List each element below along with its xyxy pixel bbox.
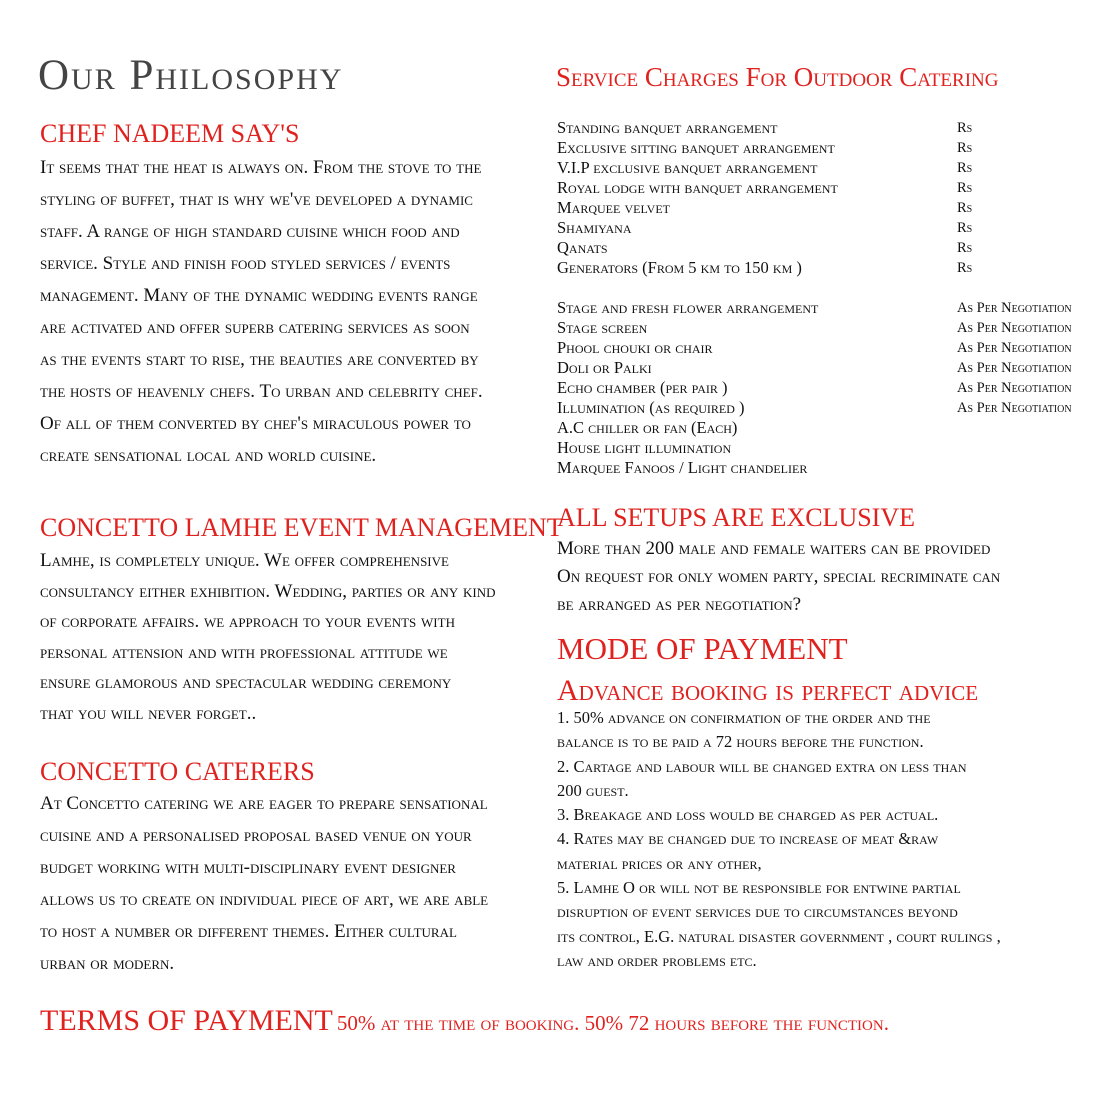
service-value: As Per Negotiation [957, 360, 1072, 376]
terms-label: TERMS OF PAYMENT [40, 1004, 333, 1037]
text-line: It seems that the heat is always on. From the stove to the [40, 157, 482, 178]
service-row [557, 398, 1072, 418]
text-line: the hosts of heavenly chefs. To urban and celebrity chef. [40, 381, 483, 402]
setups-heading: ALL SETUPS ARE EXCLUSIVE [557, 503, 915, 532]
text-line: On request for only women party, special recriminate can [557, 566, 1001, 587]
service-list-primary [557, 118, 972, 278]
service-row [557, 378, 1072, 398]
text-line: balance is to be paid a 72 hours before the function. [557, 732, 924, 752]
text-line: At Concetto catering we are eager to prepare sensational [40, 793, 488, 814]
philosophy-title: Our Philosophy [38, 52, 344, 99]
service-label: Standing banquet arrangement [557, 118, 778, 137]
text-line: 3. Breakage and loss would be charged as per actual. [557, 805, 939, 825]
service-value: As Per Negotiation [957, 380, 1072, 396]
service-row [557, 458, 1072, 478]
text-line: styling of buffet, that is why we've developed a dynamic [40, 189, 473, 210]
service-label: Phool chouki or chair [557, 338, 713, 357]
service-value: Rs [957, 260, 973, 276]
chef-paragraph [40, 152, 560, 472]
text-line: 200 guest. [557, 780, 629, 800]
mode-of-payment-heading: MODE OF PAYMENT [557, 631, 848, 666]
setups-paragraph [557, 535, 1102, 619]
service-row [557, 118, 972, 138]
service-row [557, 178, 972, 198]
service-label: Shamiyana [557, 218, 632, 237]
text-line: as the events start to rise, the beauties are converted by [40, 349, 479, 370]
text-line: staff. A range of high standard cuisine which food and [40, 221, 460, 242]
service-row [557, 238, 972, 258]
text-line: law and order problems etc. [557, 950, 757, 970]
service-row [557, 298, 1072, 318]
text-line: More than 200 male and female waiters can be provided [557, 538, 991, 559]
text-line: cuisine and a personalised proposal based venue on your [40, 825, 472, 846]
payment-terms-list [557, 706, 1102, 973]
text-line: that you will never forget.. [40, 702, 257, 724]
service-label: Stage and fresh flower arrangement [557, 298, 819, 317]
service-value: Rs [957, 220, 973, 236]
service-row [557, 218, 972, 238]
service-label: Exclusive sitting banquet arrangement [557, 138, 835, 157]
service-label: Echo chamber (per pair ) [557, 378, 728, 397]
text-line: consultancy either exhibition. Wedding, parties or any kind [40, 580, 496, 602]
text-line: of corporate affairs. we approach to your events with [40, 611, 455, 632]
service-label: Doli or Palki [557, 358, 652, 377]
service-value: Rs [957, 180, 973, 196]
service-label: Marquee velvet [557, 198, 671, 217]
text-line: its control, E.G. natural disaster government , court rulings , [557, 926, 1001, 946]
advance-booking-subheading: Advance booking is perfect advice [557, 674, 979, 707]
text-line: create sensational local and world cuisine. [40, 445, 377, 466]
text-line: to host a number or different themes. Either cultural [40, 921, 457, 942]
service-row [557, 438, 1072, 458]
text-line: be arranged as per negotiation? [557, 594, 802, 615]
service-label: Royal lodge with banquet arrangement [557, 178, 838, 197]
text-line: material prices or any other, [557, 853, 762, 873]
service-row [557, 338, 1072, 358]
service-value: Rs [957, 120, 973, 136]
service-row [557, 138, 972, 158]
service-label: Qanats [557, 238, 608, 257]
service-label: Stage screen [557, 318, 648, 337]
service-label: Illumination (as required ) [557, 398, 745, 417]
text-line: disruption of event services due to circumstances beyond [557, 902, 958, 922]
text-line: are activated and offer superb catering services as soon [40, 317, 470, 338]
text-line: Lamhe, is completely unique. We offer comprehensive [40, 550, 449, 571]
text-line: 2. Cartage and labour will be changed extra on less than [557, 756, 967, 776]
service-row [557, 198, 972, 218]
service-label: Generators (From 5 km to 150 km ) [557, 258, 802, 277]
service-value: Rs [957, 200, 973, 216]
service-label: Marquee Fanoos / Light chandelier [557, 458, 808, 477]
service-value: As Per Negotiation [957, 340, 1072, 356]
text-line: 4. Rates may be changed due to increase of meat &raw [557, 829, 939, 849]
text-line: personal attension and with professional attitude we [40, 641, 448, 663]
service-value: As Per Negotiation [957, 320, 1072, 336]
caterers-heading: CONCETTO CATERERS [40, 757, 315, 786]
chef-heading: CHEF NADEEM SAY'S [40, 119, 300, 148]
service-value: As Per Negotiation [957, 400, 1072, 416]
terms-of-payment [40, 1004, 889, 1038]
service-value: Rs [957, 140, 973, 156]
text-line: management. Many of the dynamic wedding events range [40, 285, 478, 306]
service-value: As Per Negotiation [957, 300, 1072, 316]
service-row [557, 258, 972, 278]
text-line: budget working with multi-disciplinary event designer [40, 857, 456, 878]
service-label: A.C chiller or fan (Each) [557, 418, 738, 437]
service-value: Rs [957, 160, 973, 176]
service-row [557, 158, 972, 178]
service-label: V.I.P exclusive banquet arrangement [557, 158, 818, 177]
text-line: urban or modern. [40, 953, 175, 974]
event-paragraph [40, 546, 560, 729]
service-value: Rs [957, 240, 973, 256]
service-row [557, 418, 1072, 438]
text-line: service. Style and finish food styled services / events [40, 253, 451, 274]
text-line: ensure glamorous and spectacular wedding ceremony [40, 672, 452, 693]
service-charges-title: Service Charges For Outdoor Catering [556, 62, 999, 92]
service-row [557, 358, 1072, 378]
service-label: House light illumination [557, 438, 732, 457]
event-heading: CONCETTO LAMHE EVENT MANAGEMENT [40, 513, 563, 542]
service-list-secondary [557, 298, 1072, 478]
text-line: Of all of them converted by chef's miraculous power to [40, 413, 471, 434]
text-line: 1. 50% advance on confirmation of the order and the [557, 708, 931, 727]
text-line: allows us to create on individual piece of art, we are able [40, 889, 489, 910]
terms-text: 50% at the time of booking. 50% 72 hours before the function. [336, 1011, 889, 1035]
service-row [557, 318, 1072, 338]
text-line: 5. Lamhe O or will not be responsible for entwine partial [557, 878, 961, 898]
caterers-paragraph [40, 788, 560, 980]
